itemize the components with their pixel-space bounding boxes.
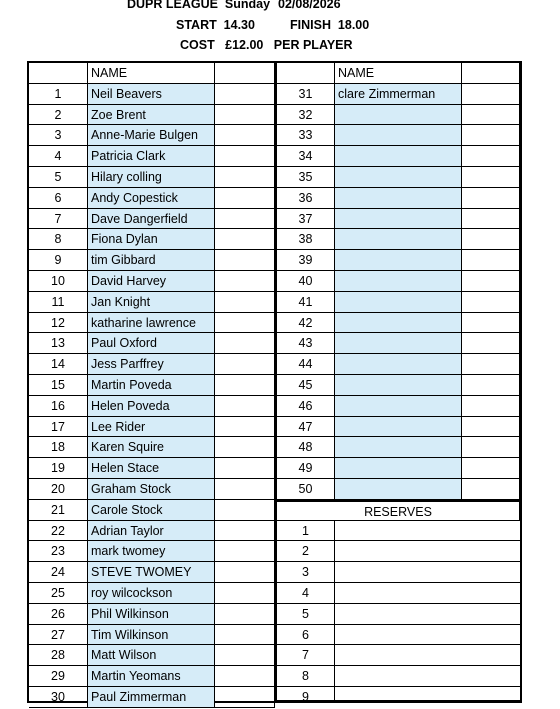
player-extra[interactable]: [215, 437, 275, 458]
player-number: 42: [275, 313, 335, 334]
player-number: 25: [29, 583, 88, 604]
player-extra[interactable]: [462, 188, 520, 209]
player-number: 36: [275, 188, 335, 209]
player-extra[interactable]: [215, 313, 275, 334]
player-number: 33: [275, 125, 335, 146]
player-name[interactable]: STEVE TWOMEY: [88, 562, 215, 583]
player-extra[interactable]: [215, 666, 275, 687]
player-name[interactable]: [335, 229, 462, 250]
player-name[interactable]: Martin Poveda: [88, 375, 215, 396]
start-time: START 14.30: [176, 18, 255, 32]
player-number: 17: [29, 417, 88, 438]
player-name[interactable]: Dave Dangerfield: [88, 209, 215, 230]
player-extra[interactable]: [462, 125, 520, 146]
player-extra[interactable]: [215, 271, 275, 292]
player-name[interactable]: Anne-Marie Bulgen: [88, 125, 215, 146]
player-name[interactable]: [335, 250, 462, 271]
player-name[interactable]: Paul Zimmerman: [88, 687, 215, 708]
player-name[interactable]: [335, 479, 462, 500]
player-number: 23: [29, 541, 88, 562]
player-number: 22: [29, 521, 88, 542]
player-number: 29: [29, 666, 88, 687]
reserve-name[interactable]: [335, 583, 520, 604]
reserve-name[interactable]: [335, 604, 520, 625]
player-name[interactable]: clare Zimmerman: [335, 84, 462, 105]
player-number: 3: [29, 125, 88, 146]
player-extra[interactable]: [215, 479, 275, 500]
player-number: 41: [275, 292, 335, 313]
reserves-title: RESERVES: [275, 500, 520, 521]
player-number: 38: [275, 229, 335, 250]
player-extra[interactable]: [462, 250, 520, 271]
player-name[interactable]: mark twomey: [88, 541, 215, 562]
player-number: 7: [29, 209, 88, 230]
player-extra[interactable]: [215, 417, 275, 438]
player-extra[interactable]: [215, 333, 275, 354]
player-extra[interactable]: [215, 125, 275, 146]
player-extra[interactable]: [462, 375, 520, 396]
player-name[interactable]: Paul Oxford: [88, 333, 215, 354]
player-name[interactable]: Helen Poveda: [88, 396, 215, 417]
player-name[interactable]: [335, 458, 462, 479]
reserve-number: 6: [275, 625, 335, 646]
player-name[interactable]: tim Gibbard: [88, 250, 215, 271]
player-name[interactable]: [335, 146, 462, 167]
player-number: 19: [29, 458, 88, 479]
player-extra[interactable]: [462, 333, 520, 354]
player-extra[interactable]: [462, 417, 520, 438]
cost-per-player: COST £12.00 PER PLAYER: [180, 38, 353, 52]
player-number: 14: [29, 354, 88, 375]
player-name[interactable]: Graham Stock: [88, 479, 215, 500]
player-number: 11: [29, 292, 88, 313]
player-number: 49: [275, 458, 335, 479]
player-number: 39: [275, 250, 335, 271]
player-number: 18: [29, 437, 88, 458]
reserve-number: 1: [275, 521, 335, 542]
left-num-header: [29, 63, 88, 84]
player-extra[interactable]: [215, 188, 275, 209]
player-name[interactable]: Tim Wilkinson: [88, 625, 215, 646]
reserve-number: 2: [275, 541, 335, 562]
player-number: 40: [275, 271, 335, 292]
player-extra[interactable]: [215, 541, 275, 562]
player-extra[interactable]: [215, 458, 275, 479]
left-extra-header: [215, 63, 275, 84]
player-number: 20: [29, 479, 88, 500]
player-number: 27: [29, 625, 88, 646]
player-extra[interactable]: [215, 500, 275, 521]
player-extra[interactable]: [215, 209, 275, 230]
player-extra[interactable]: [462, 209, 520, 230]
reserve-name[interactable]: [335, 645, 520, 666]
reserve-number: 7: [275, 645, 335, 666]
reserve-number: 8: [275, 666, 335, 687]
player-name[interactable]: [335, 333, 462, 354]
player-name[interactable]: Helen Stace: [88, 458, 215, 479]
player-extra[interactable]: [462, 479, 520, 500]
player-name[interactable]: [335, 209, 462, 230]
player-number: 44: [275, 354, 335, 375]
player-number: 10: [29, 271, 88, 292]
player-name[interactable]: Lee Rider: [88, 417, 215, 438]
player-number: 12: [29, 313, 88, 334]
player-number: 43: [275, 333, 335, 354]
player-name[interactable]: Carole Stock: [88, 500, 215, 521]
player-number: 15: [29, 375, 88, 396]
player-number: 4: [29, 146, 88, 167]
reserve-number: 9: [275, 687, 335, 701]
reserve-name[interactable]: [335, 687, 520, 701]
player-number: 32: [275, 105, 335, 126]
player-name[interactable]: David Harvey: [88, 271, 215, 292]
reserve-number: 5: [275, 604, 335, 625]
player-extra[interactable]: [462, 105, 520, 126]
reserve-name[interactable]: [335, 666, 520, 687]
player-name[interactable]: [335, 417, 462, 438]
player-name[interactable]: [335, 375, 462, 396]
player-number: 21: [29, 500, 88, 521]
player-extra[interactable]: [215, 396, 275, 417]
reserve-number: 4: [275, 583, 335, 604]
player-name[interactable]: [335, 167, 462, 188]
player-extra[interactable]: [215, 375, 275, 396]
player-name[interactable]: Karen Squire: [88, 437, 215, 458]
reserve-name[interactable]: [335, 541, 520, 562]
player-name[interactable]: [335, 437, 462, 458]
player-name[interactable]: roy wilcockson: [88, 583, 215, 604]
player-name[interactable]: Fiona Dylan: [88, 229, 215, 250]
player-number: 37: [275, 209, 335, 230]
player-number: 9: [29, 250, 88, 271]
player-name[interactable]: Jan Knight: [88, 292, 215, 313]
player-name[interactable]: [335, 125, 462, 146]
player-name[interactable]: Hilary colling: [88, 167, 215, 188]
player-extra[interactable]: [215, 84, 275, 105]
player-number: 50: [275, 479, 335, 500]
player-extra[interactable]: [462, 229, 520, 250]
player-extra[interactable]: [462, 313, 520, 334]
player-extra[interactable]: [215, 167, 275, 188]
player-number: 31: [275, 84, 335, 105]
player-extra[interactable]: [462, 271, 520, 292]
player-number: 2: [29, 105, 88, 126]
player-number: 48: [275, 437, 335, 458]
player-name[interactable]: [335, 396, 462, 417]
player-name[interactable]: [335, 292, 462, 313]
finish-time: FINISH 18.00: [290, 18, 370, 32]
player-number: 26: [29, 604, 88, 625]
player-number: 1: [29, 84, 88, 105]
player-number: 46: [275, 396, 335, 417]
player-number: 5: [29, 167, 88, 188]
player-name[interactable]: katharine lawrence: [88, 313, 215, 334]
player-extra[interactable]: [462, 146, 520, 167]
right-extra-header: [462, 63, 520, 84]
player-name[interactable]: [335, 188, 462, 209]
player-extra[interactable]: [462, 292, 520, 313]
player-number: 35: [275, 167, 335, 188]
reserve-name[interactable]: [335, 625, 520, 646]
player-extra[interactable]: [215, 645, 275, 666]
player-extra[interactable]: [215, 292, 275, 313]
player-name[interactable]: Jess Parffrey: [88, 354, 215, 375]
player-extra[interactable]: [462, 396, 520, 417]
right-num-header: [275, 63, 335, 84]
player-extra[interactable]: [215, 583, 275, 604]
player-number: 24: [29, 562, 88, 583]
player-number: 6: [29, 188, 88, 209]
player-extra[interactable]: [215, 521, 275, 542]
player-name[interactable]: Neil Beavers: [88, 84, 215, 105]
reserve-name[interactable]: [335, 521, 520, 542]
player-extra[interactable]: [215, 354, 275, 375]
player-name[interactable]: Phil Wilkinson: [88, 604, 215, 625]
player-number: 47: [275, 417, 335, 438]
player-extra[interactable]: [215, 604, 275, 625]
player-name[interactable]: Martin Yeomans: [88, 666, 215, 687]
player-name[interactable]: Zoe Brent: [88, 105, 215, 126]
player-number: 34: [275, 146, 335, 167]
player-number: 16: [29, 396, 88, 417]
player-name[interactable]: Andy Copestick: [88, 188, 215, 209]
player-name[interactable]: [335, 313, 462, 334]
player-name[interactable]: Adrian Taylor: [88, 521, 215, 542]
player-extra[interactable]: [462, 437, 520, 458]
league-date: 02/08/2026: [278, 0, 341, 11]
player-extra[interactable]: [215, 562, 275, 583]
player-extra[interactable]: [462, 84, 520, 105]
reserve-name[interactable]: [335, 562, 520, 583]
player-number: 28: [29, 645, 88, 666]
player-number: 45: [275, 375, 335, 396]
player-extra[interactable]: [215, 146, 275, 167]
player-extra[interactable]: [462, 458, 520, 479]
player-extra[interactable]: [215, 687, 275, 708]
player-number: 13: [29, 333, 88, 354]
player-name[interactable]: Patricia Clark: [88, 146, 215, 167]
player-name[interactable]: [335, 105, 462, 126]
reserve-number: 3: [275, 562, 335, 583]
player-name[interactable]: Matt Wilson: [88, 645, 215, 666]
player-number: 30: [29, 687, 88, 708]
right-name-header: NAME: [335, 63, 462, 84]
left-name-header: NAME: [88, 63, 215, 84]
player-extra[interactable]: [462, 354, 520, 375]
signup-sheet: [27, 61, 522, 703]
player-extra[interactable]: [215, 105, 275, 126]
player-extra[interactable]: [462, 167, 520, 188]
league-title: DUPR LEAGUE Sunday: [127, 0, 271, 11]
player-number: 8: [29, 229, 88, 250]
player-extra[interactable]: [215, 625, 275, 646]
player-name[interactable]: [335, 271, 462, 292]
player-extra[interactable]: [215, 250, 275, 271]
player-extra[interactable]: [215, 229, 275, 250]
player-name[interactable]: [335, 354, 462, 375]
